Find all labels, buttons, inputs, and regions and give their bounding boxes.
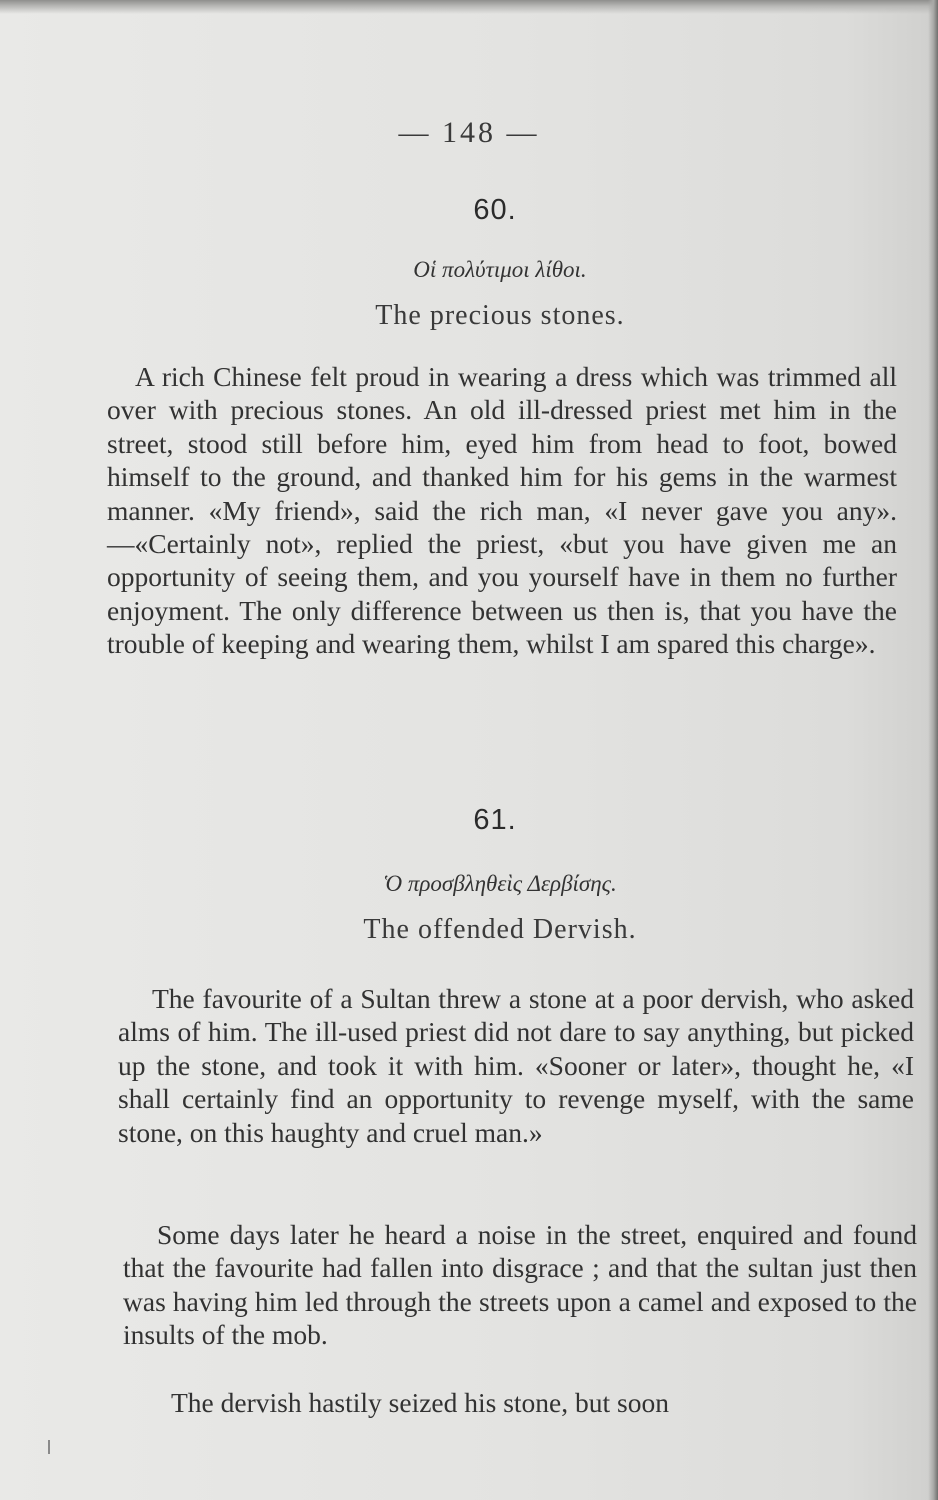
page-number: — 148 — <box>398 116 540 149</box>
story-paragraph: A rich Chinese felt proud in wearing a dress which was trimmed all over with precious stones. An old ill-dressed priest met him in the street, stood still before him, eyed him from head to foot, bowed himself to the ground, and thanked him for his gems in the warmest manner. «My friend», said the rich man, «I never gave you any».—«Certainly not», replied the priest, «but you have given me an opportunity of seeing them, and you yourself have in them no further enjoyment. The only difference between us then is, that you have the trouble of keeping and wearing them, whilst I am spared this charge». <box>107 361 897 660</box>
story-number-60: 60. <box>473 194 517 226</box>
story-paragraph: Some days later he heard a noise in the street, enquired and found that the favourite had fallen into disgrace ; and that the sultan just then was having him led through the streets upon a camel and exposed to the insults of the mob. <box>123 1219 917 1351</box>
story-number-61: 61. <box>473 804 517 836</box>
story-english-title-60: The precious stones. <box>375 300 625 331</box>
page-top-shadow <box>0 0 938 14</box>
paper-speck <box>48 1440 50 1454</box>
story-paragraph: The dervish hastily seized his stone, but soon <box>171 1387 669 1418</box>
story-paragraph: The favourite of a Sultan threw a stone at a poor dervish, who asked alms of him. The ill-used priest did not dare to say anything, but picked up the stone, and took it with him. «Sooner or later», thought he, «I shall certainly find an opportunity to revenge myself, with the same stone, on this haughty and cruel man.» <box>118 983 914 1148</box>
story-english-title-61: The offended Dervish. <box>363 914 637 945</box>
story-greek-title-60: Οἱ πολύτιμοι λίθοι. <box>413 257 587 282</box>
story-greek-title-61: Ὁ προσβληθεὶς Δερβίσης. <box>383 871 617 896</box>
